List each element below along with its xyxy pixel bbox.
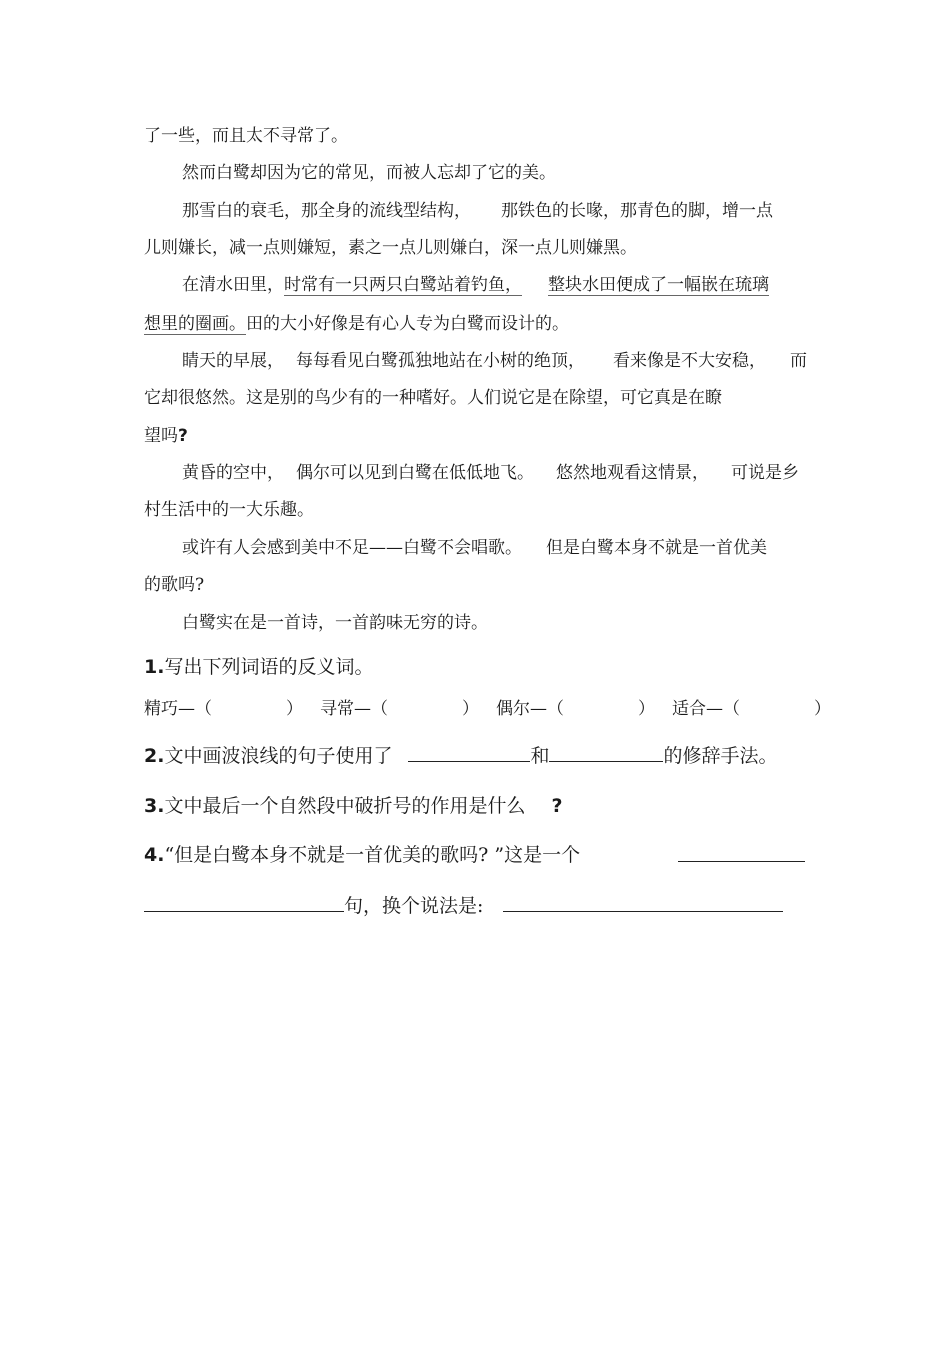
passage-line-7d: 而 (790, 351, 807, 371)
antonym-close-1: ） (286, 699, 303, 719)
antonym-close-4: ） (814, 699, 831, 719)
question-1-number: 1. (144, 656, 165, 678)
antonym-item-1 (144, 697, 320, 721)
question-4-text: “但是白鹭本身不就是一首优美的歌吗? ”这是一个 (164, 844, 581, 866)
passage-line-7a: 睛天的早展， (182, 351, 284, 371)
passage-line-9 (144, 424, 188, 448)
question-2-and: 和 (530, 745, 550, 767)
question-3 (144, 793, 563, 819)
passage-line-12 (182, 536, 767, 560)
passage-line-6b: 田的大小好像是有心人专为白鹭而设计的。 (246, 314, 569, 334)
passage-line-12b: 但是白鹭本身不就是一首优美 (546, 538, 767, 558)
antonym-item-3 (496, 697, 672, 721)
antonym-item-2 (320, 697, 496, 721)
question-2-blank-1[interactable] (408, 743, 530, 762)
passage-line-7b: 每每看见白鹭孤独地站在小树的绝顶， (296, 351, 585, 371)
question-2-end: 的修辞手法。 (663, 745, 778, 767)
passage-line-7c: 看来像是不大安稳， (613, 351, 766, 371)
antonym-item-4 (672, 697, 831, 721)
antonym-word-1: 精巧—（ (144, 699, 212, 719)
passage-line-9a: 望吗 (144, 426, 178, 446)
passage-line-10 (182, 461, 799, 485)
passage-line-12a: 或许有人会感到美中不足——白鹭不会唱歌。 (182, 538, 522, 558)
passage-line-10a: 黄昏的空中， (182, 463, 284, 483)
question-2-blank-2[interactable] (549, 743, 663, 762)
passage-line-5 (182, 273, 785, 297)
question-4-line-2 (144, 893, 783, 919)
question-1 (144, 654, 373, 680)
question-2 (144, 743, 778, 769)
passage-line-10c: 悠然地观看这情景， (556, 463, 709, 483)
wavy-underlined-sentence-part-3: 想里的圈画。 (144, 314, 246, 334)
passage-line-14: 白鹭实在是一首诗，一首韵味无穷的诗。 (182, 613, 488, 633)
question-2-text: 文中画波浪线的句子使用了 (164, 745, 393, 767)
antonym-word-4: 适合—（ (672, 699, 740, 719)
passage-line-6 (144, 312, 569, 336)
passage-line-5a: 在清水田里， (182, 275, 284, 295)
question-4-number: 4. (144, 844, 165, 866)
question-4 (144, 842, 580, 868)
question-3-mark: ? (551, 795, 563, 817)
antonym-word-3: 偶尔—（ (496, 699, 564, 719)
passage-line-3b: 那铁色的长喙，那青色的脚，增一点 (501, 201, 773, 221)
question-4-blank-3[interactable] (503, 893, 783, 912)
wavy-underlined-sentence-part-1: 时常有一只两只白鹭站着钓鱼， (284, 275, 522, 295)
question-4-mid: 句，换个说法是: (344, 895, 484, 917)
passage-line-13: 的歌吗? (144, 575, 205, 595)
question-1-text: 写出下列词语的反义词。 (164, 656, 374, 678)
passage-line-4: 儿则嫌长，减一点则嫌短，素之一点儿则嫌白，深一点儿则嫌黑。 (144, 238, 637, 258)
passage-line-9b: ? (178, 426, 188, 446)
question-3-text: 文中最后一个自然段中破折号的作用是什么 (164, 795, 526, 817)
passage-line-11: 村生活中的一大乐趣。 (144, 500, 314, 520)
passage-line-2: 然而白鹭却因为它的常见，而被人忘却了它的美。 (182, 163, 556, 183)
wavy-underlined-sentence-part-2: 整块水田便成了一幅嵌在琉璃 (548, 275, 769, 295)
question-2-number: 2. (144, 745, 165, 767)
question-4-blank-2[interactable] (144, 893, 344, 912)
question-3-number: 3. (144, 795, 165, 817)
passage-line-3a: 那雪白的衰毛，那全身的流线型结构， (182, 201, 471, 221)
antonym-close-2: ） (462, 699, 479, 719)
passage-line-8: 它却很悠然。这是别的鸟少有的一种嗜好。人们说它是在除望，可它真是在瞭 (144, 388, 722, 408)
antonym-word-2: 寻常—（ (320, 699, 388, 719)
passage-line-3 (182, 199, 773, 223)
antonym-row (144, 697, 831, 721)
passage-line-7 (182, 349, 807, 373)
antonym-close-3: ） (638, 699, 655, 719)
passage-line-10d: 可说是乡 (731, 463, 799, 483)
question-4-blank-1[interactable] (678, 843, 805, 862)
passage-line-1: 了一些，而且太不寻常了。 (144, 126, 348, 146)
passage-line-10b: 偶尔可以见到白鹭在低低地飞。 (296, 463, 534, 483)
